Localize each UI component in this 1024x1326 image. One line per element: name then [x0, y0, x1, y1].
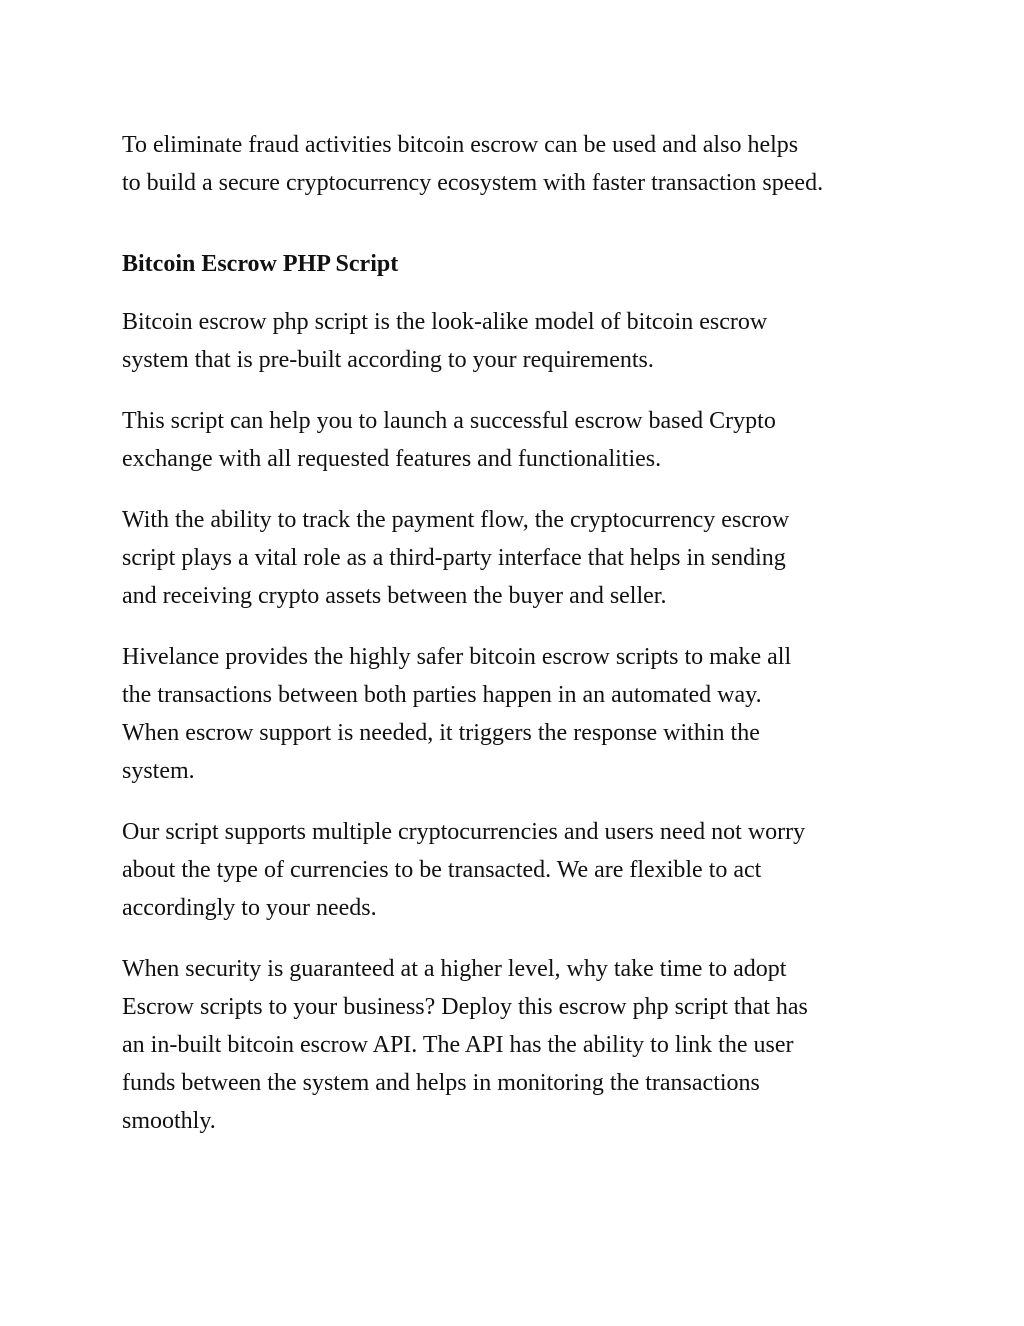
- paragraph-1: [122, 303, 912, 379]
- text-line: Hivelance provides the highly safer bitcoin escrow scripts to make all: [122, 644, 792, 670]
- text-line: exchange with all requested features and functionalities.: [122, 446, 662, 472]
- section-heading: Bitcoin Escrow PHP Script: [122, 251, 399, 277]
- text-line: to build a secure cryptocurrency ecosystem with faster transaction speed.: [122, 170, 824, 196]
- text-line: To eliminate fraud activities bitcoin escrow can be used and also helps: [122, 132, 799, 158]
- intro-paragraph: [122, 126, 912, 202]
- paragraph-6: [122, 950, 912, 1140]
- text-line: Escrow scripts to your business? Deploy this escrow php script that has: [122, 994, 808, 1020]
- paragraph-3: [122, 501, 912, 615]
- text-line: script plays a vital role as a third-party interface that helps in sending: [122, 545, 786, 571]
- text-line: Bitcoin escrow php script is the look-alike model of bitcoin escrow: [122, 309, 768, 335]
- paragraph-4: [122, 638, 912, 790]
- document-body: [122, 126, 912, 1140]
- text-line: Our script supports multiple cryptocurrencies and users need not worry: [122, 819, 806, 845]
- text-line: When escrow support is needed, it triggers the response within the: [122, 720, 760, 746]
- text-line: funds between the system and helps in monitoring the transactions: [122, 1070, 760, 1096]
- text-line: and receiving crypto assets between the buyer and seller.: [122, 583, 667, 609]
- text-line: system.: [122, 758, 195, 784]
- text-line: the transactions between both parties happen in an automated way.: [122, 682, 762, 708]
- text-line: an in-built bitcoin escrow API. The API has the ability to link the user: [122, 1032, 794, 1058]
- text-line: smoothly.: [122, 1108, 216, 1134]
- text-line: When security is guaranteed at a higher level, why take time to adopt: [122, 956, 787, 982]
- text-line: accordingly to your needs.: [122, 895, 377, 921]
- paragraph-2: [122, 402, 912, 478]
- paragraph-5: [122, 813, 912, 927]
- text-line: system that is pre-built according to your requirements.: [122, 347, 654, 373]
- text-line: With the ability to track the payment flow, the cryptocurrency escrow: [122, 507, 790, 533]
- text-line: This script can help you to launch a successful escrow based Crypto: [122, 408, 776, 434]
- text-line: about the type of currencies to be transacted. We are flexible to act: [122, 857, 762, 883]
